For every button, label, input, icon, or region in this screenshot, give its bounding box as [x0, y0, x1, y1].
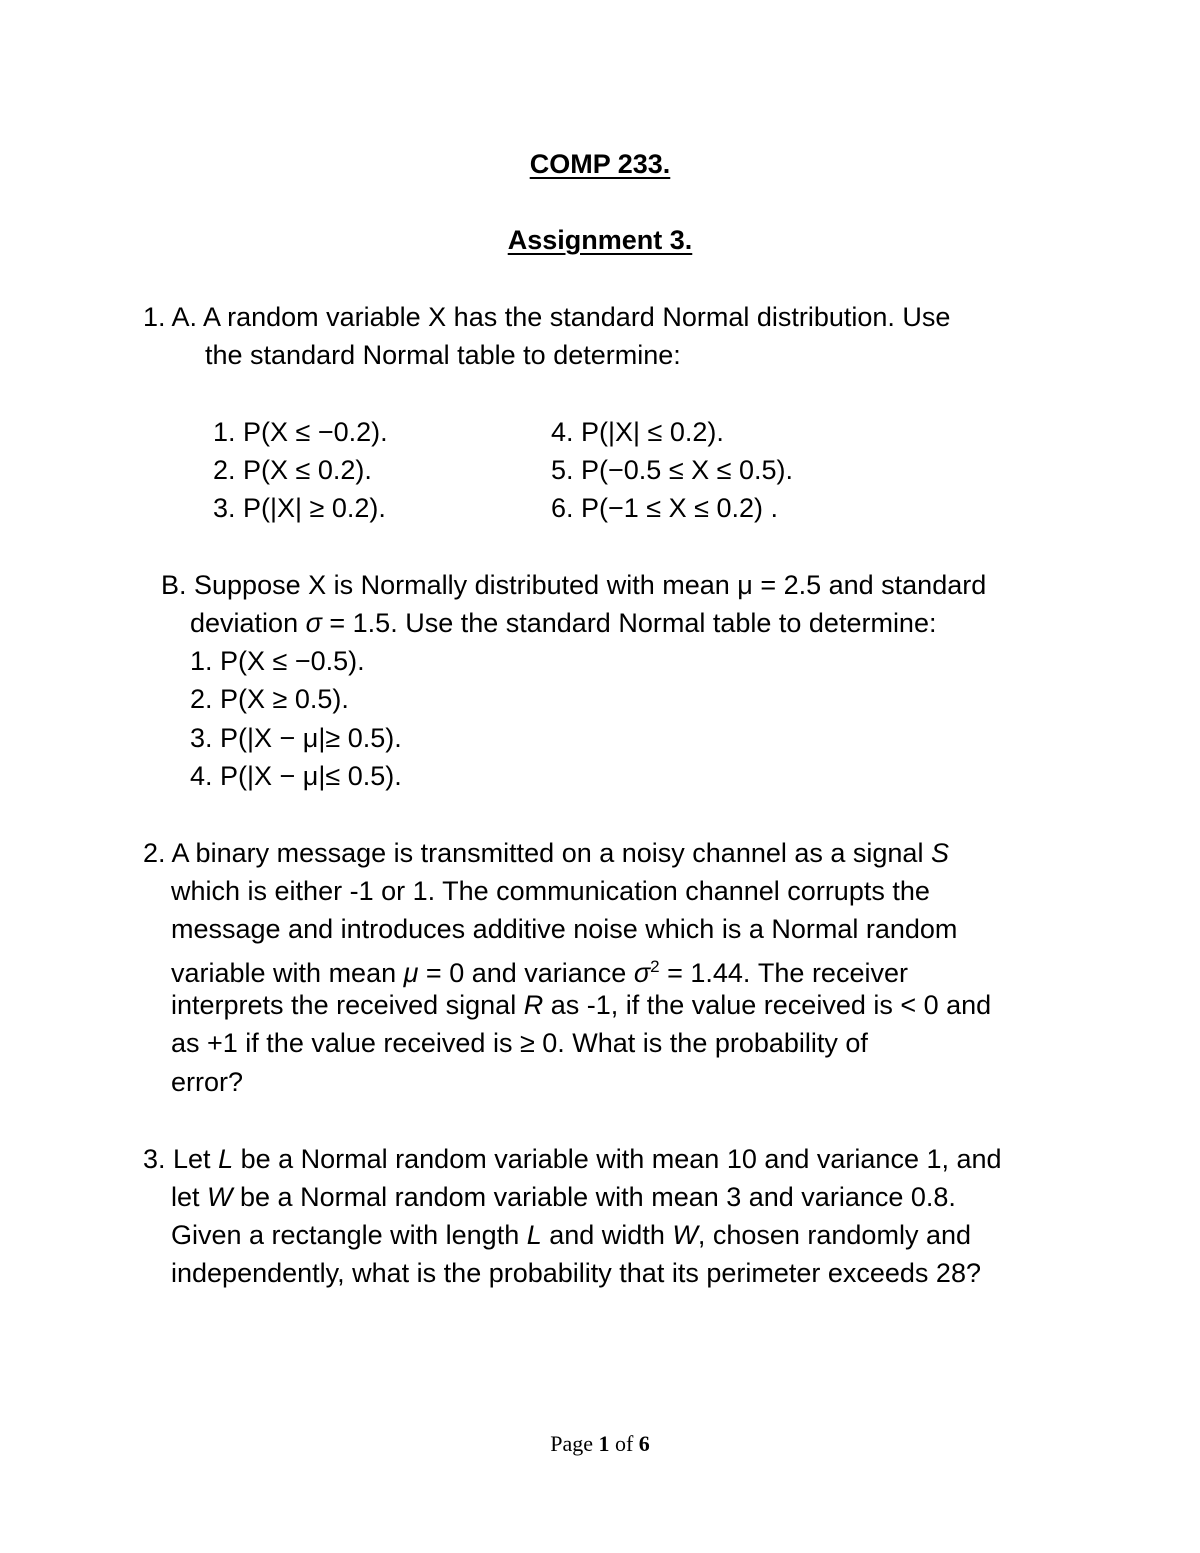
q3-line2 [171, 1179, 956, 1215]
q2-line1-text: 2. A binary message is transmitted on a noisy channel as a signal [143, 838, 931, 868]
course-title: COMP 233. [529, 149, 671, 179]
footer-of-word: of [614, 1431, 634, 1456]
q1b-intro-line1: B. Suppose X is Normally distributed with mean μ = 2.5 and standard [161, 570, 987, 600]
q2-line4 [171, 949, 908, 991]
q2-line2: which is either -1 or 1. The communication channel corrupts the [171, 876, 930, 906]
q1b-item-2: 2. P(X ≥ 0.5). [190, 684, 349, 714]
received-var-r: R [523, 990, 544, 1020]
q1a-item-1: 1. P(X ≤ −0.2). [213, 417, 388, 447]
variance-exponent: 2 [650, 957, 660, 976]
q1a-item-6: 6. P(−1 ≤ X ≤ 0.2) . [551, 493, 778, 523]
q2-line7: error? [171, 1067, 244, 1097]
sigma-symbol: σ [305, 608, 322, 638]
mu-symbol: μ [403, 958, 419, 988]
q2-line5-post: as -1, if the value received is < 0 and [543, 990, 992, 1020]
q3-line1-text: 3. Let [143, 1144, 219, 1174]
assignment-title: Assignment 3. [507, 225, 693, 255]
q3-line2-post: be a Normal random variable with mean 3 and variance 0.8. [232, 1182, 956, 1212]
q3-line4: independently, what is the probability that its perimeter exceeds 28? [171, 1258, 981, 1288]
page-footer [0, 1430, 1200, 1458]
sigma-symbol-q2: σ [633, 958, 651, 988]
width-var-w-2: W [672, 1220, 698, 1250]
q1b-item-3: 3. P(|X − μ|≥ 0.5). [190, 723, 402, 753]
q3-line3-post: , chosen randomly and [697, 1220, 971, 1250]
q1a-item-5: 5. P(−0.5 ≤ X ≤ 0.5). [551, 455, 793, 485]
q3-line3-text: Given a rectangle with length [171, 1220, 527, 1250]
q1b-item-4: 4. P(|X − μ|≤ 0.5). [190, 761, 402, 791]
q3-line3-mid: and width [541, 1220, 673, 1250]
q1a-intro-line1: 1. A. A random variable X has the standard Normal distribution. Use [143, 302, 951, 332]
q2-line1 [143, 835, 949, 871]
q1b-intro-text: deviation [190, 608, 306, 638]
q3-line3 [171, 1217, 971, 1253]
q2-line4-post: = 1.44. The receiver [659, 958, 908, 988]
footer-page-number: 1 [598, 1431, 610, 1456]
q3-line1-post: be a Normal random variable with mean 10 and variance 1, and [233, 1144, 1002, 1174]
q2-line5-text: interprets the received signal [171, 990, 524, 1020]
q1b-item-1: 1. P(X ≤ −0.5). [190, 646, 365, 676]
q2-line6: as +1 if the value received is ≥ 0. What is the probability of [171, 1028, 868, 1058]
q1a-item-3: 3. P(|X| ≥ 0.2). [213, 493, 386, 523]
length-var-l: L [218, 1144, 234, 1174]
q1a-item-4: 4. P(|X| ≤ 0.2). [551, 417, 724, 447]
signal-var-s: S [930, 838, 949, 868]
q3-line1 [143, 1141, 1002, 1177]
q1b-intro-text-post: = 1.5. Use the standard Normal table to determine: [321, 608, 937, 638]
q2-line3: message and introduces additive noise which is a Normal random [171, 914, 958, 944]
footer-total-pages: 6 [638, 1431, 650, 1456]
length-var-l-2: L [526, 1220, 542, 1250]
q1a-intro-line2: the standard Normal table to determine: [205, 340, 681, 370]
q1a-item-2: 2. P(X ≤ 0.2). [213, 455, 372, 485]
q2-line5 [171, 987, 991, 1023]
q2-line4-text: variable with mean [171, 958, 404, 988]
width-var-w: W [207, 1182, 233, 1212]
footer-page-word: Page [550, 1431, 593, 1456]
q3-line2-text: let [171, 1182, 208, 1212]
q2-line4-mid: = 0 and variance [418, 958, 634, 988]
q1b-intro-line2 [190, 605, 936, 641]
